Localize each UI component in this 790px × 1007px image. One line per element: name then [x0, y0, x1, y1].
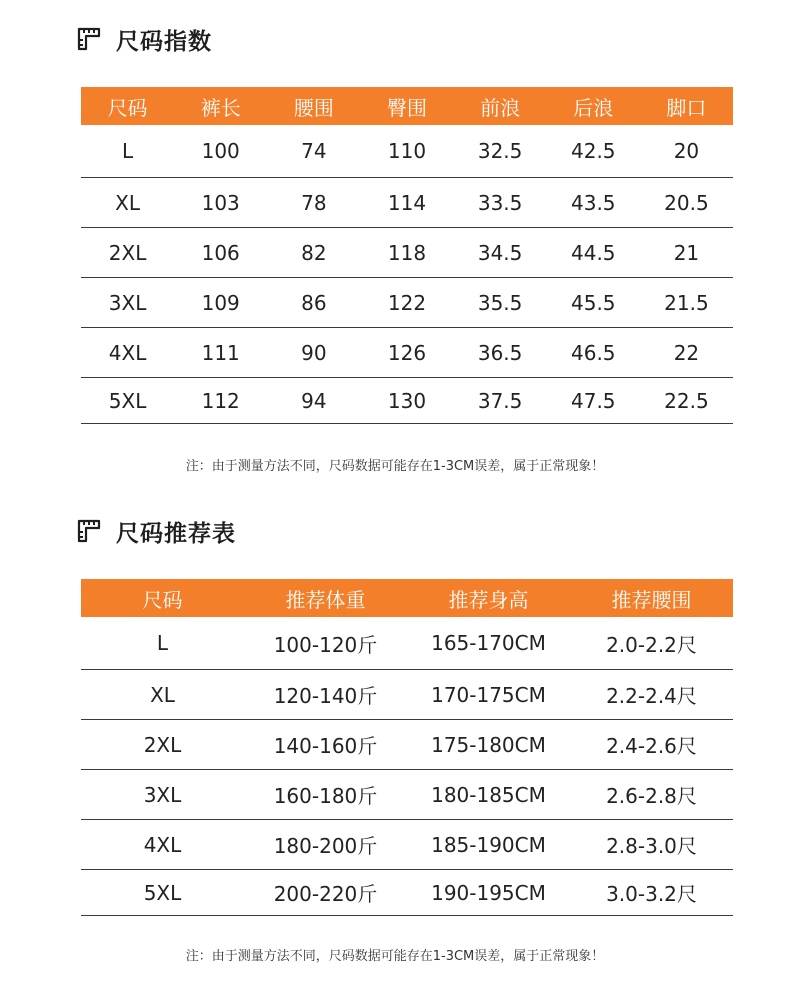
table-cell: 43.5 [547, 178, 640, 228]
table-cell: 122 [360, 278, 453, 328]
table-row [81, 125, 733, 178]
table-cell: 74 [267, 125, 360, 178]
table-cell: 2.4-2.6尺 [570, 720, 733, 770]
size-cell: 3XL [81, 278, 174, 328]
table-cell: 103 [174, 178, 267, 228]
size-index-table [81, 87, 733, 424]
column-header: 前浪 [454, 87, 547, 125]
table-cell: 111 [174, 328, 267, 378]
table-cell: 37.5 [454, 378, 547, 424]
table-cell: 180-185CM [407, 770, 570, 820]
table-cell: 21.5 [640, 278, 733, 328]
measurement-note: 注：由于测量方法不同，尺码数据可能存在1-3CM误差，属于正常现象！ [185, 459, 605, 474]
column-header: 推荐身高 [407, 579, 570, 617]
table-cell: 82 [267, 228, 360, 278]
size-cell: L [81, 617, 244, 670]
size-index-title [76, 24, 212, 54]
table-cell: 185-190CM [407, 820, 570, 870]
size-cell: 2XL [81, 720, 244, 770]
table-row [81, 228, 733, 278]
table-row [81, 617, 733, 670]
table-cell: 2.6-2.8尺 [570, 770, 733, 820]
column-header: 推荐腰围 [570, 579, 733, 617]
table-cell: 34.5 [454, 228, 547, 278]
table-cell: 47.5 [547, 378, 640, 424]
table-cell: 140-160斤 [244, 720, 407, 770]
table-cell: 106 [174, 228, 267, 278]
table-cell: 180-200斤 [244, 820, 407, 870]
section-title-text: 尺码推荐表 [116, 520, 236, 547]
size-cell: 5XL [81, 870, 244, 916]
size-cell: 3XL [81, 770, 244, 820]
table-cell: 20 [640, 125, 733, 178]
table-row [81, 720, 733, 770]
table-row [81, 178, 733, 228]
table-row [81, 328, 733, 378]
table-header-row [81, 87, 733, 125]
table-cell: 36.5 [454, 328, 547, 378]
table-cell: 3.0-3.2尺 [570, 870, 733, 916]
table-row [81, 770, 733, 820]
size-cell: XL [81, 178, 174, 228]
table-cell: 78 [267, 178, 360, 228]
table-row [81, 278, 733, 328]
table-cell: 33.5 [454, 178, 547, 228]
table-cell: 35.5 [454, 278, 547, 328]
table-cell: 170-175CM [407, 670, 570, 720]
table-cell: 190-195CM [407, 870, 570, 916]
size-cell: XL [81, 670, 244, 720]
table-cell: 100-120斤 [244, 617, 407, 670]
column-header: 后浪 [547, 87, 640, 125]
size-cell: L [81, 125, 174, 178]
table-cell: 100 [174, 125, 267, 178]
table-cell: 160-180斤 [244, 770, 407, 820]
size-cell: 4XL [81, 820, 244, 870]
table-cell: 21 [640, 228, 733, 278]
table-row [81, 378, 733, 424]
column-header: 推荐体重 [244, 579, 407, 617]
table-cell: 45.5 [547, 278, 640, 328]
ruler-icon [76, 26, 102, 52]
column-header: 臀围 [360, 87, 453, 125]
size-recommendation-table [81, 579, 733, 916]
table-cell: 114 [360, 178, 453, 228]
table-cell: 120-140斤 [244, 670, 407, 720]
table-cell: 126 [360, 328, 453, 378]
size-cell: 4XL [81, 328, 174, 378]
table-cell: 130 [360, 378, 453, 424]
size-recommendation-title [76, 516, 236, 546]
table-header-row [81, 579, 733, 617]
table-cell: 109 [174, 278, 267, 328]
table-row [81, 820, 733, 870]
table-cell: 20.5 [640, 178, 733, 228]
size-cell: 5XL [81, 378, 174, 424]
table-cell: 22 [640, 328, 733, 378]
table-cell: 200-220斤 [244, 870, 407, 916]
table-cell: 22.5 [640, 378, 733, 424]
table-cell: 46.5 [547, 328, 640, 378]
table-cell: 44.5 [547, 228, 640, 278]
ruler-icon [76, 518, 102, 544]
column-header: 腰围 [267, 87, 360, 125]
table-cell: 2.0-2.2尺 [570, 617, 733, 670]
table-cell: 2.2-2.4尺 [570, 670, 733, 720]
column-header: 尺码 [81, 579, 244, 617]
column-header: 尺码 [81, 87, 174, 125]
table-cell: 42.5 [547, 125, 640, 178]
column-header: 裤长 [174, 87, 267, 125]
table-cell: 90 [267, 328, 360, 378]
table-cell: 112 [174, 378, 267, 424]
table-cell: 118 [360, 228, 453, 278]
table-row [81, 670, 733, 720]
table-cell: 110 [360, 125, 453, 178]
table-cell: 86 [267, 278, 360, 328]
table-cell: 165-170CM [407, 617, 570, 670]
table-cell: 175-180CM [407, 720, 570, 770]
measurement-note: 注：由于测量方法不同，尺码数据可能存在1-3CM误差，属于正常现象！ [185, 949, 605, 964]
table-row [81, 870, 733, 916]
table-cell: 94 [267, 378, 360, 424]
table-cell: 32.5 [454, 125, 547, 178]
section-title-text: 尺码指数 [116, 28, 212, 55]
table-cell: 2.8-3.0尺 [570, 820, 733, 870]
size-cell: 2XL [81, 228, 174, 278]
column-header: 脚口 [640, 87, 733, 125]
